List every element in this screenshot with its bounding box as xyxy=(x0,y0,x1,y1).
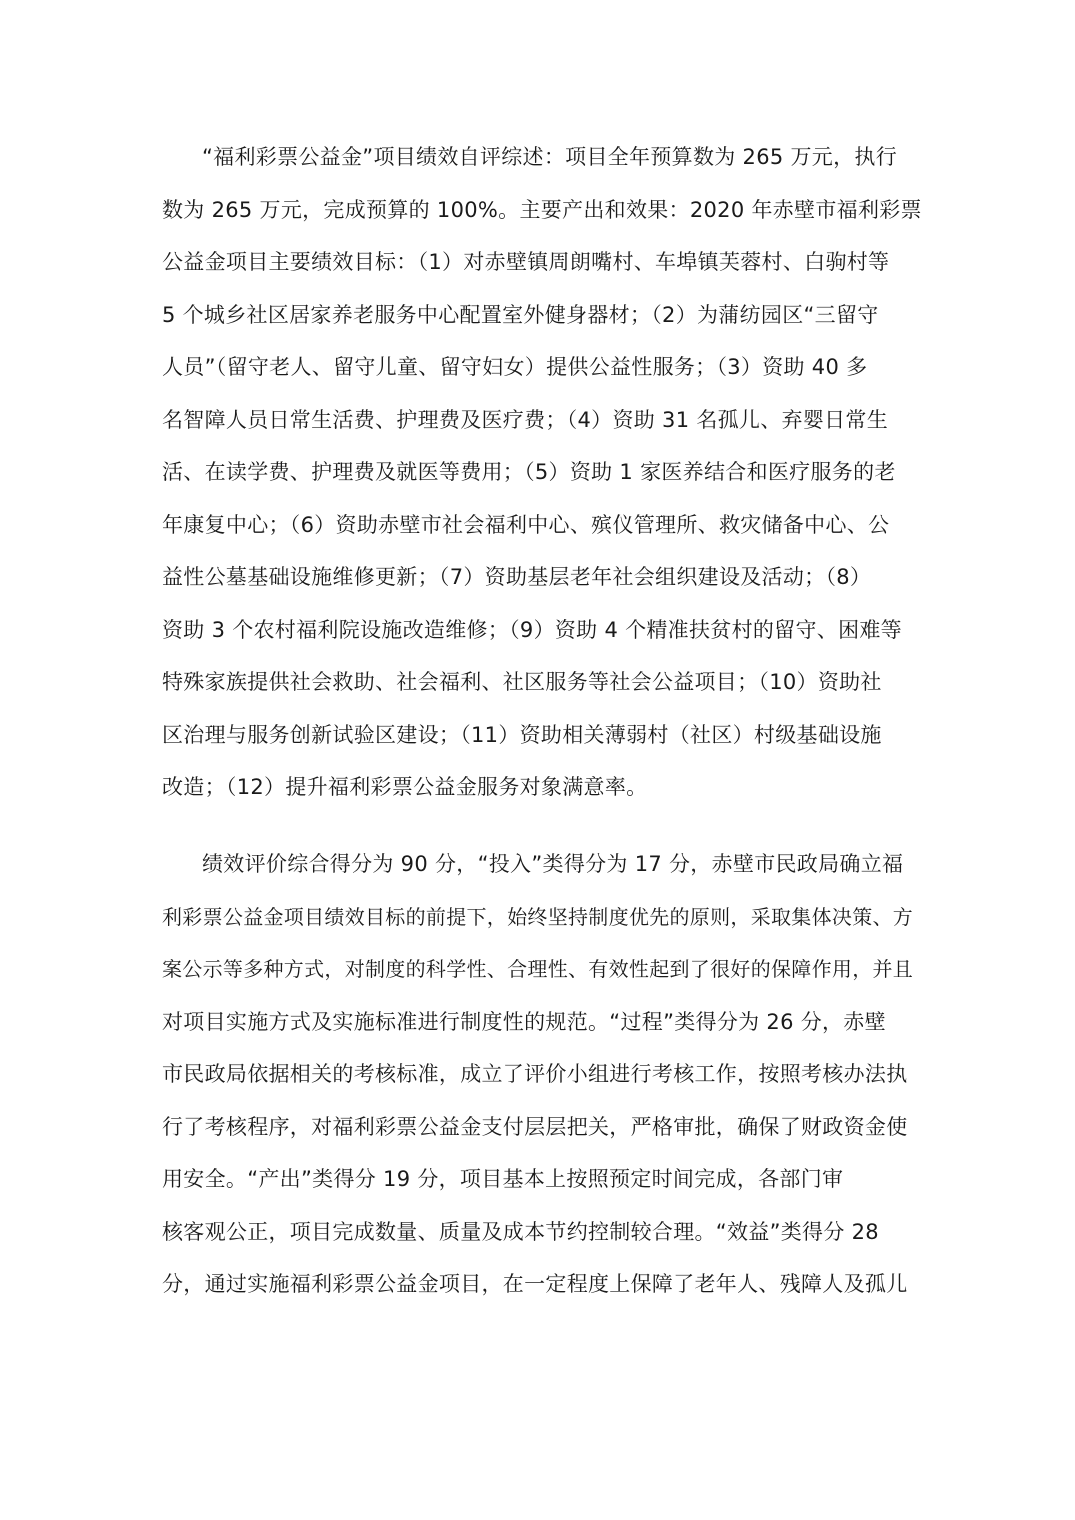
text-line: 用安全。“产出”类得分 19 分，项目基本上按照预定时间完成，各部门审 xyxy=(162,1167,844,1191)
text-line: 市民政局依据相关的考核标准，成立了评价小组进行考核工作，按照考核办法执 xyxy=(162,1062,908,1086)
text-line: 区治理与服务创新试验区建设；（11）资助相关薄弱村（社区）村级基础设施 xyxy=(162,722,882,747)
text-line: 分，通过实施福利彩票公益金项目，在一定程度上保障了老年人、残障人及孤儿 xyxy=(162,1272,908,1296)
text-line: 案公示等多种方式，对制度的科学性、合理性、有效性起到了很好的保障作用，并且 xyxy=(162,957,914,981)
text-line: 人员”（留守老人、留守儿童、留守妇女）提供公益性服务；（3）资助 40 多 xyxy=(162,355,868,379)
text-line: 核客观公正，项目完成数量、质量及成本节约控制较合理。“效益”类得分 28 xyxy=(162,1219,879,1244)
text-line: 利彩票公益金项目绩效目标的前提下，始终坚持制度优先的原则，采取集体决策、方 xyxy=(162,904,914,929)
text-line: 数为 265 万元，完成预算的 100%。主要产出和效果：2020 年赤壁市福利彩票 xyxy=(162,197,922,222)
text-line: 公益金项目主要绩效目标：（1）对赤壁镇周朗嘴村、车埠镇芙蓉村、白驹村等 xyxy=(162,250,890,274)
text-line: 5 个城乡社区居家养老服务中心配置室外健身器材；（2）为蒲纺园区“三留守 xyxy=(162,302,879,327)
paragraph-summary xyxy=(162,131,922,814)
text-line: 绩效评价综合得分为 90 分，“投入”类得分为 17 分，赤壁市民政局确立福 xyxy=(202,852,904,876)
text-line: 年康复中心；（6）资助赤壁市社会福利中心、殡仪管理所、救灾储备中心、公 xyxy=(162,512,890,537)
text-line: 对项目实施方式及实施标准进行制度性的规范。“过程”类得分为 26 分，赤壁 xyxy=(162,1009,886,1034)
text-line: 益性公墓基础设施维修更新；（7）资助基层老年社会组织建设及活动；（8） xyxy=(162,565,872,589)
text-line: 活、在读学费、护理费及就医等费用；（5）资助 1 家医养结合和医疗服务的老 xyxy=(162,460,896,484)
text-line: 名智障人员日常生活费、护理费及医疗费；（4）资助 31 名孤儿、弃婴日常生 xyxy=(162,407,889,432)
text-line: 资助 3 个农村福利院设施改造维修；（9）资助 4 个精准扶贫村的留守、困难等 xyxy=(162,617,902,642)
text-line: “福利彩票公益金”项目绩效自评综述：项目全年预算数为 265 万元，执行 xyxy=(202,145,897,169)
text-line: 改造；（12）提升福利彩票公益金服务对象满意率。 xyxy=(162,775,648,799)
text-line: 特殊家族提供社会救助、社会福利、社区服务等社会公益项目；（10）资助社 xyxy=(162,670,882,694)
text-line: 行了考核程序，对福利彩票公益金支付层层把关，严格审批，确保了财政资金使 xyxy=(162,1114,908,1139)
paragraph-evaluation xyxy=(162,838,922,1311)
